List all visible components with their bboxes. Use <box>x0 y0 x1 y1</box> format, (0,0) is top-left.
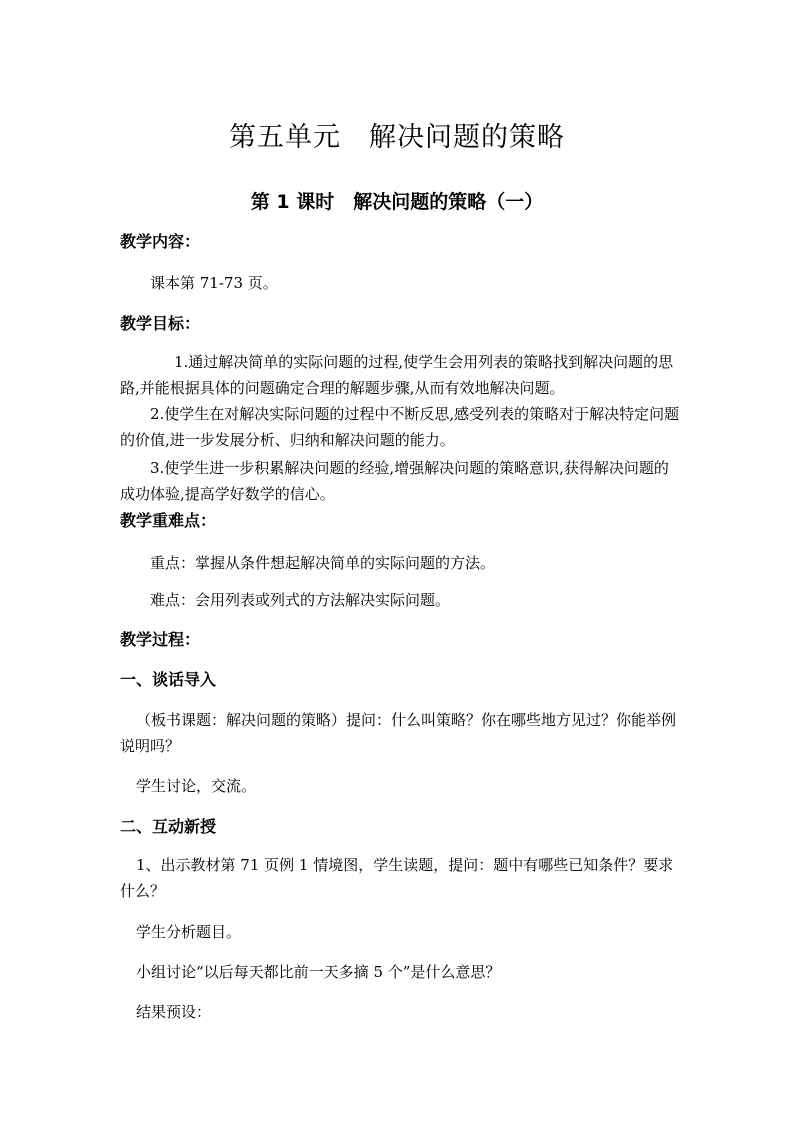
content-text: 课本第 71-73 页。 <box>150 274 278 292</box>
lesson-title: 第 1 课时 解决问题的策略（一） <box>250 191 544 213</box>
unit-title: 第五单元 解决问题的策略 <box>229 122 565 153</box>
goals-heading: 教学目标： <box>120 314 201 333</box>
part2-text4: 结果预设： <box>136 1003 212 1021</box>
key-heading: 教学重难点： <box>120 511 217 530</box>
process-heading: 教学过程： <box>120 630 201 649</box>
goal-1: 1.通过解决简单的实际问题的过程,使学生会用列表的策略找到解决问题的思路,并能根据具体的问题确定合理的解题步骤,从而有效地解决问题。 <box>120 353 674 397</box>
goal-3: 3.使学生进一步积累解决问题的经验,增强解决问题的策略意识,获得解决问题的成功体验,提高学好数学的信心。 <box>120 459 669 503</box>
part2-text2: 学生分析题目。 <box>136 923 242 941</box>
content-heading: 教学内容： <box>120 232 201 251</box>
part2-heading: 二、互动新授 <box>120 817 217 836</box>
goal-2: 2.使学生在对解决实际问题的过程中不断反思,感受列表的策略对于解决特定问题的价值,进一步发展分析、归纳和解决问题的能力。 <box>120 405 680 449</box>
part1-text: （板书课题：解决问题的策略）提问：什么叫策略？你在哪些地方见过？你能举例说明吗？ <box>120 711 677 755</box>
part1-heading: 一、谈话导入 <box>120 670 217 689</box>
difficult-point: 难点：会用列表或列式的方法解决实际问题。 <box>150 591 451 609</box>
part2-text1: 1、出示教材第 71 页例 1 情境图，学生读题，提问：题中有哪些已知条件？要求什么？ <box>120 856 674 900</box>
key-point: 重点：掌握从条件想起解决简单的实际问题的方法。 <box>150 554 496 572</box>
part2-text3: 小组讨论“以后每天都比前一天多摘 5 个”是什么意思？ <box>136 963 501 981</box>
part1-text2: 学生讨论，交流。 <box>136 777 257 795</box>
